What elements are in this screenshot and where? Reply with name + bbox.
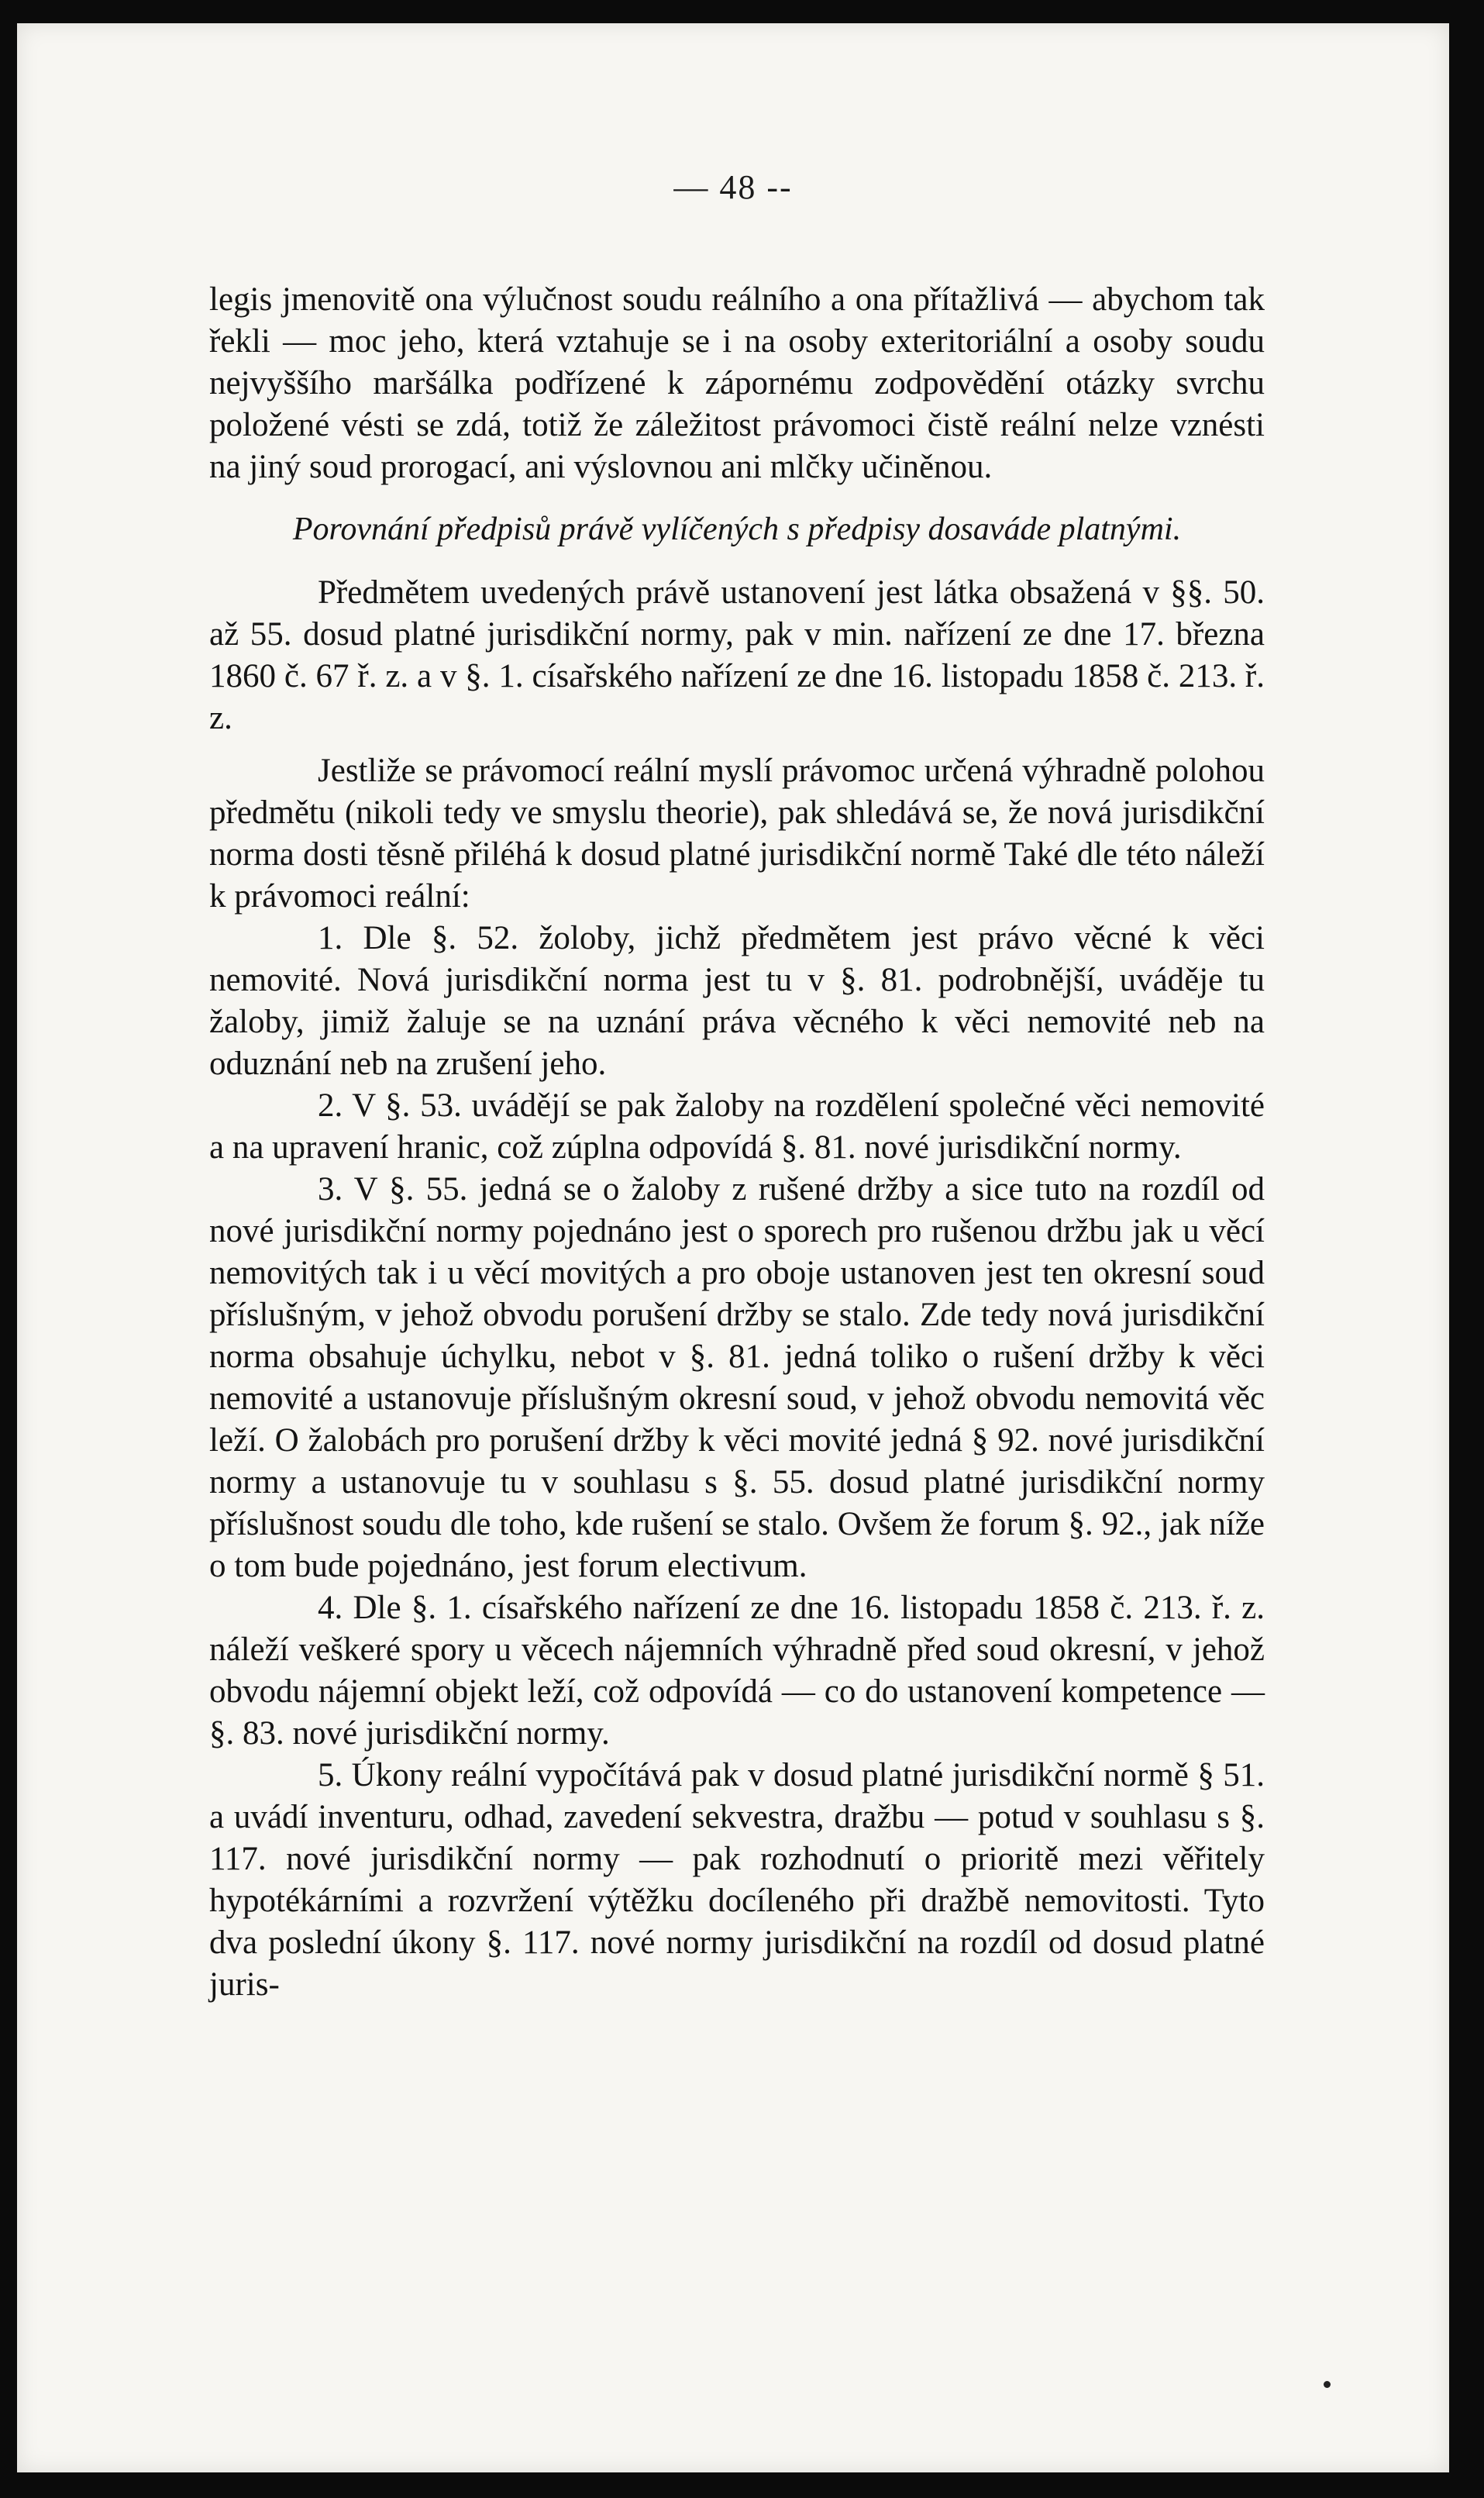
spacer bbox=[209, 739, 1265, 750]
paragraph-4: 1. Dle §. 52. žoloby, jichž předmětem jest právo věcné k věci nemovité. Nová jurisdikční norma jest tu v §. 81. podrobnější, uváděje tu žaloby, jimiž žaluje se na uznání práva věcného k věci nemovité neb na oduznání neb na zrušení jeho. bbox=[209, 920, 1265, 1082]
page-number: — 48 -- bbox=[673, 168, 793, 206]
paragraph-6: 3. V §. 55. jedná se o žaloby z rušené držby a sice tuto na rozdíl od nové jurisdikční normy pojednáno jest o sporech pro rušenou držbu jak u věcí nemovitých tak i u věcí movitých a pro oboje ustanoven jest ten okresní soud příslušným, v jehož obvodu porušení držby se stalo. Zde tedy nová jurisdikční norma obsahuje úchylku, nebot v §. 81. jedná toliko o rušení držby k věci nemovité a ustanovuje příslušným okresní soud, v jehož obvodu nemovitá věc leží. O žalobách pro porušení držby k věci movité jedná § 92. nové jurisdikční normy a ustanovuje tu v souhlasu s §. 55. dosud platné jurisdikční normy příslušnost soudu dle toho, kde rušení se stalo. Ovšem že forum §. 92., jak níže o tom bude pojednáno, jest forum electivum. bbox=[209, 1171, 1265, 1584]
paragraph-8: 5. Úkony reální vypočítává pak v dosud platné jurisdikční normě § 51. a uvádí inventuru, odhad, zavedení sekvestra, dražbu — potud v souhlasu s §. 117. nové jurisdikční normy — pak rozhodnutí o prioritě mezi věřitely hypotékárními a rozvržení výtěžku docíleného při dražbě nemovitosti. Tyto dva poslední úkony §. 117. nové normy jurisdikční na rozdíl od dosud platné juris- bbox=[209, 1757, 1265, 2003]
body-text bbox=[209, 279, 1265, 2006]
paragraph-2: Předmětem uvedených právě ustanovení jest látka obsažená v §§. 50. až 55. dosud platné jurisdikční normy, pak v min. nařízení ze dne 17. března 1860 č. 67 ř. z. a v §. 1. císařského nařízení ze dne 16. listopadu 1858 č. 213. ř. z. bbox=[209, 574, 1265, 736]
paragraph-1: legis jmenovitě ona výlučnost soudu reálního a ona přítažlivá — abychom tak řekli — moc jeho, která vztahuje se i na osoby exteritoriální a osoby soudu nejvyššího maršálka podřízené k zápornému zodpovědění otázky svrchu položené vésti se zdá, totiž že záležitost právomoci čistě reální nelze vznésti na jiný soud prorogací, ani výslovnou ani mlčky učiněnou. bbox=[209, 281, 1265, 485]
paragraph-3: Jestliže se právomocí reální myslí právomoc určená výhradně polohou předmětu (nikoli tedy ve smyslu theorie), pak shledává se, že nová jurisdikční norma dosti těsně přiléhá k dosud platné jurisdikční normě Také dle této náleží k právomoci reální: bbox=[209, 753, 1265, 915]
paragraph-7: 4. Dle §. 1. císařského nařízení ze dne 16. listopadu 1858 č. 213. ř. z. náleží veškeré spory u věcech nájemních výhradně před soud okresní, v jehož obvodu nájemní objekt leží, což odpovídá — co do ustanovení kompetence — §. 83. nové jurisdikční normy. bbox=[209, 1590, 1265, 1752]
book-page bbox=[17, 23, 1449, 2472]
section-heading: Porovnání předpisů právě vylíčených s předpisy dosaváde platnými. bbox=[292, 512, 1182, 547]
paragraph-5: 2. V §. 53. uvádějí se pak žaloby na rozdělení společné věci nemovité a na upravení hranic, což zúplna odpovídá §. 81. nové jurisdikční normy. bbox=[209, 1087, 1265, 1166]
speck-mark bbox=[1324, 2381, 1331, 2388]
